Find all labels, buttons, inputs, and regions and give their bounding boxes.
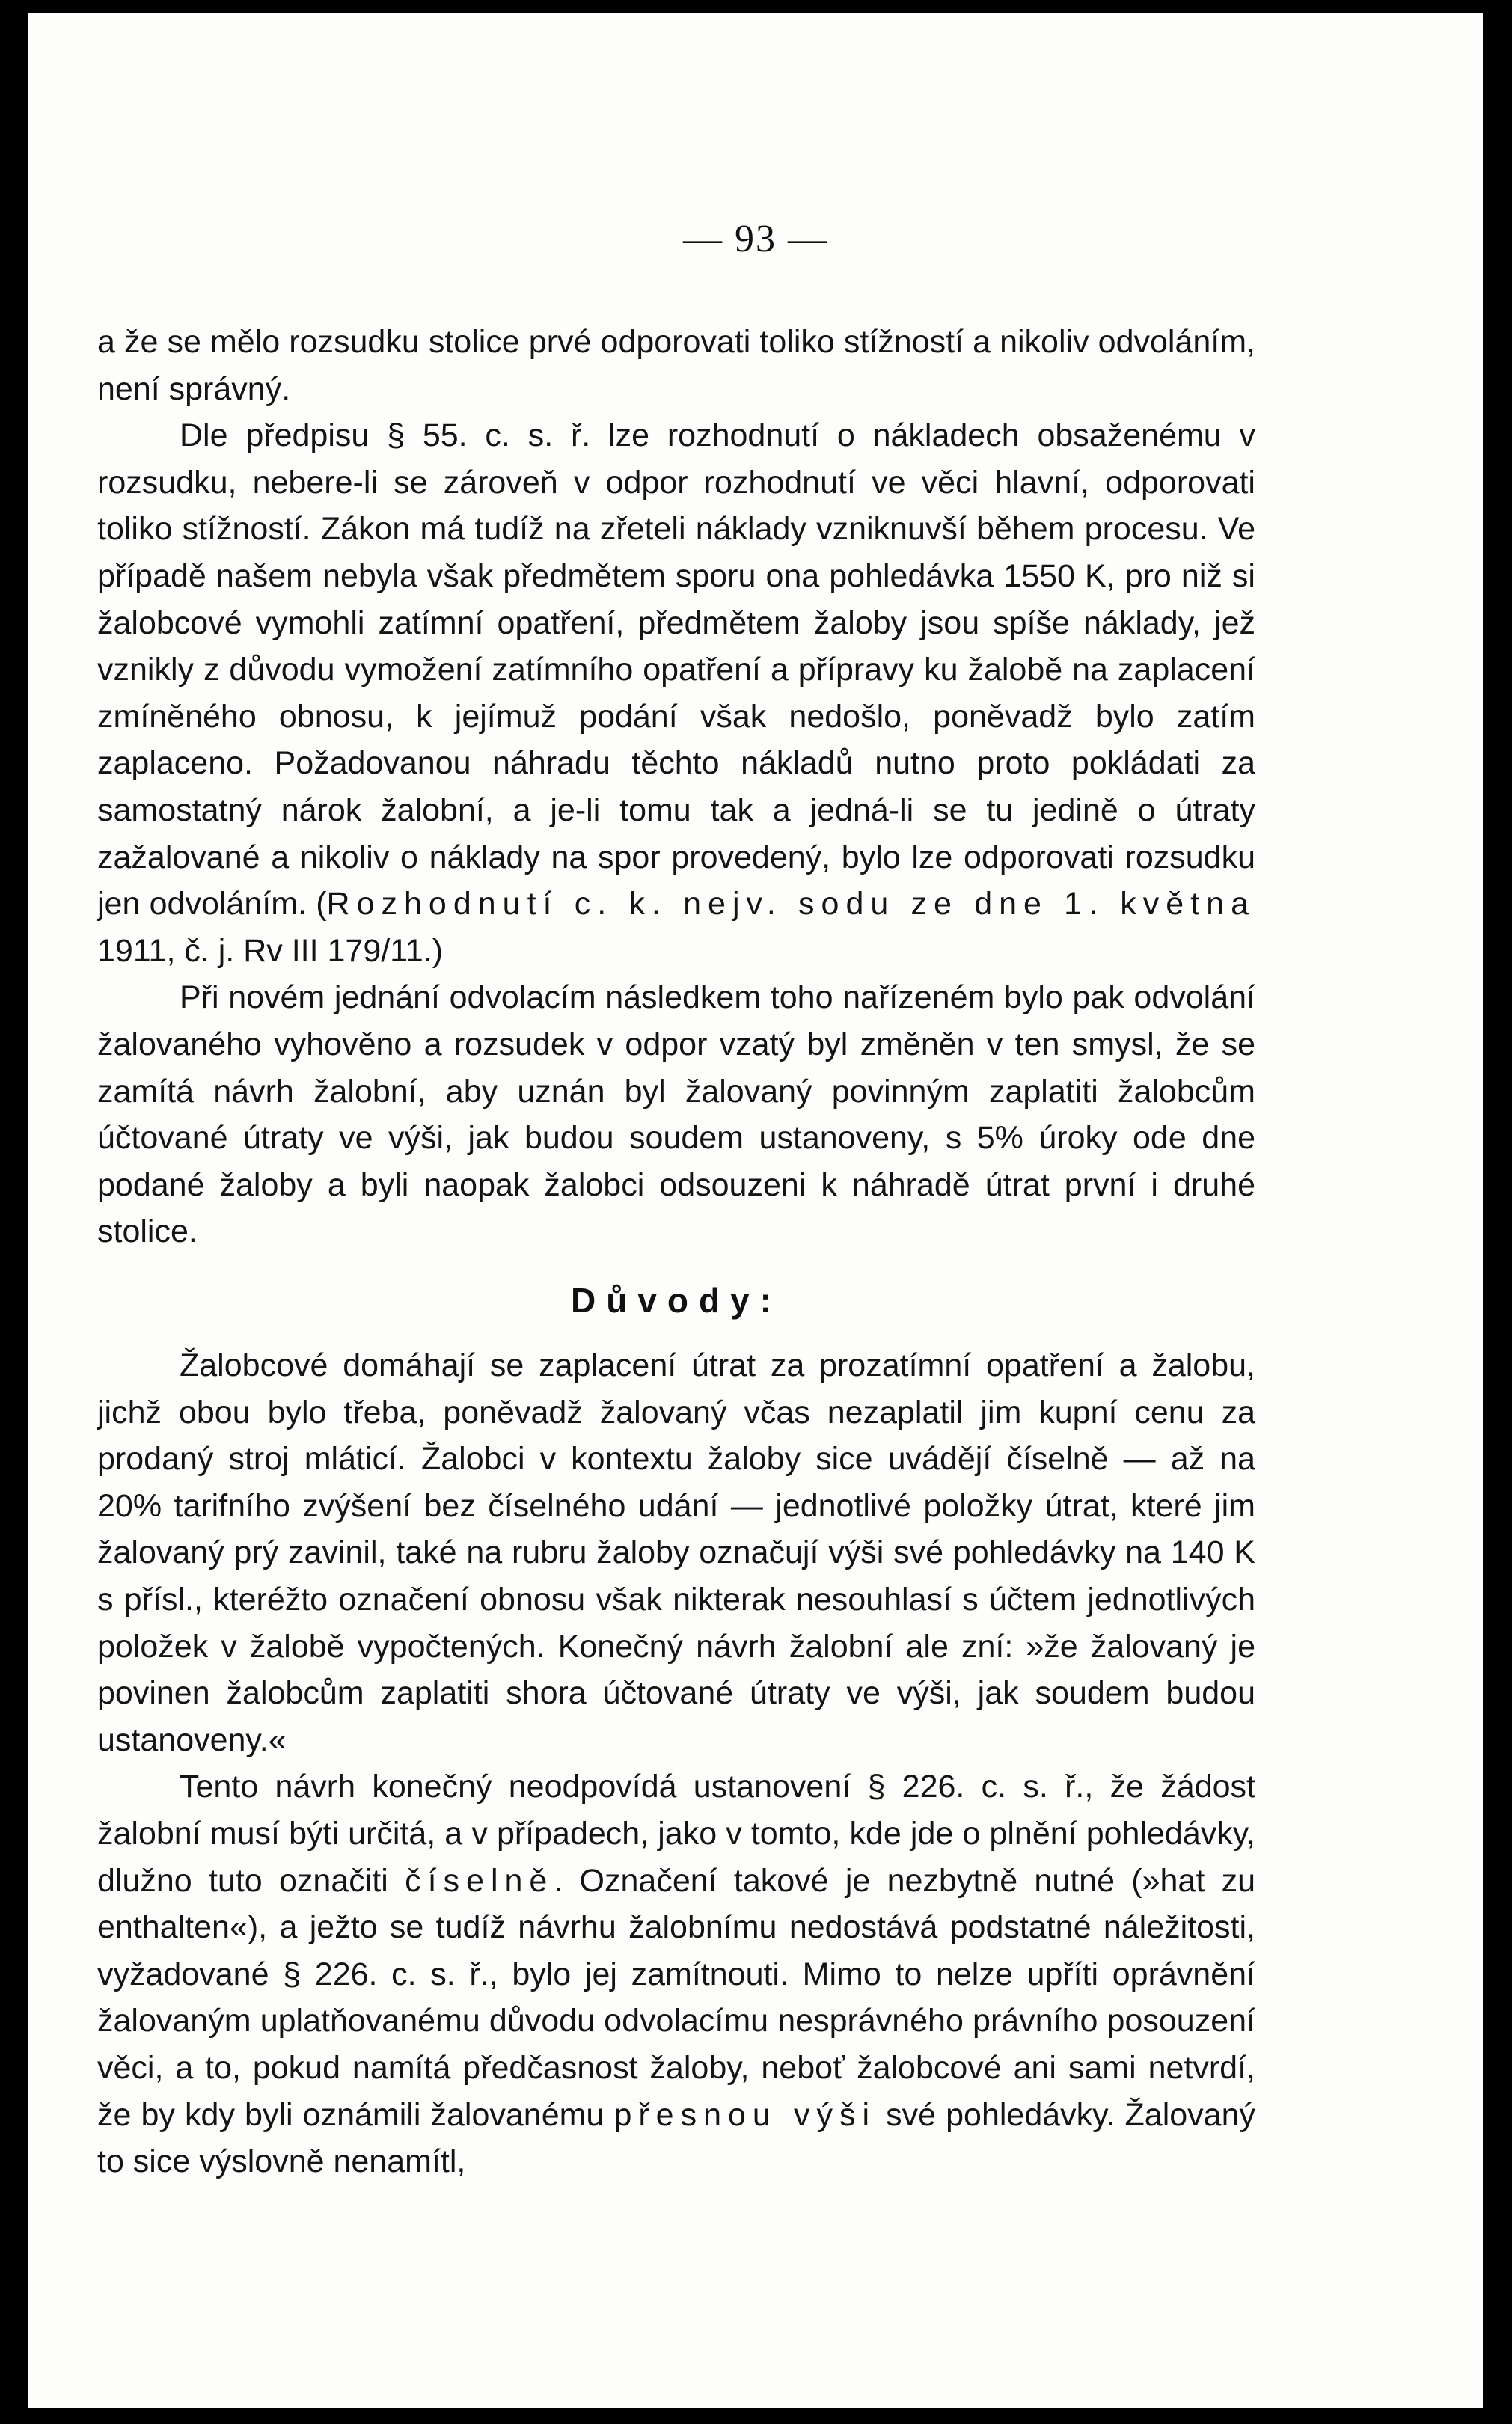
paragraph-appeal: Při novém jednání odvolacím následkem toho nařízeném bylo pak odvolání žalovaného vyhověno a rozsudek v odpor vzatý byl změněn v ten smysl, že se zamítá návrh žalobní, aby uznán byl žalovaný povinným zaplatiti žalobcům účtované útraty ve výši, jak budou soudem ustanoveny, s 5% úroky ode dne podané žaloby a byli naopak žalobci odsouzeni k náhradě útrat první i druhé stolice.	[97, 979, 1255, 1250]
emphasis-presnou-vysi: přesnou výši	[613, 2096, 876, 2133]
citation-tail: 1911, č. j. Rv III 179/11.)	[97, 932, 444, 969]
page-number: — 93 —	[683, 218, 828, 260]
reasoning-text-c: své pohledávky. Žalovaný to sice výslovně nenamítl,	[97, 2096, 1255, 2180]
paragraph-continuation: a že se mělo rozsudku stolice prvé odporovati toliko stížností a nikoliv odvoláním, není správný.	[97, 324, 1255, 407]
reasoning-text-a: Tento návrh konečný neodpovídá ustanovení § 226. c. s. ř., že žádost žalobní musí býti určitá, a v případech, jako v tomto, kde jde o plnění pohledávky, dlužno tuto označiti	[97, 1769, 1255, 1899]
reasoning-text-b: . Označení takové je nezbytně nutné (»hat zu enthalten«), a ježto se tudíž návrhu žalobnímu nedostává podstatné náležitosti, vyžadované § 226. c. s. ř., bylo jej zamítnouti. Mimo to nelze upříti oprávnění žalovaným uplatňovanému důvodu odvolacímu nesprávného právního posouzení věci, a to, pokud namítá předčasnost žaloby, neboť žalobcové ani sami netvrdí, že by kdy byli oznámili žalovanému	[97, 1862, 1255, 2133]
emphasis-ciselne: číselně	[405, 1862, 554, 1899]
paragraph-claim: Žalobcové domáhají se zaplacení útrat za prozatímní opatření a žalobu, jichž obou bylo třeba, poněvadž žalovaný včas nezaplatil jim kupní cenu za prodaný stroj mláticí. Žalobci v kontextu žaloby sice uvádějí číselně — až na 20% tarifního zvýšení bez číselného udání — jednotlivé položky útrat, které jim žalovaný prý zavinil, také na rubru žaloby označují výši své pohledávky na 140 K s přísl., kteréžto označení obnosu však nikterak nesouhlasí s účtem jednotlivých položek v žalobě vypočtených. Konečný návrh žalobní ale zní: »že žalovaný je povinen žalobcům zaplatiti shora účtované útraty ve výši, jak soudem budou ustanoveny.«	[97, 1347, 1255, 1758]
paragraph-decision-text: Dle předpisu § 55. c. s. ř. lze rozhodnutí o nákladech obsaženému v rozsudku, nebere-li se zároveň v odpor rozhodnutí ve věci hlavní, odporovati toliko stížností. Zákon má tudíž na zřeteli náklady vzniknuvší během procesu. Ve případě našem nebyla však předmětem sporu ona pohledávka 1550 K, pro niž si žalobcové vymohli zatímní opatření, předmětem žaloby jsou spíše náklady, jež vznikly z důvodu vymožení zatímního opatření a přípravy ku žalobě na zaplacení zmíněného obnosu, k jejímuž podání však nedošlo, poněvadž bylo zatím zaplaceno. Požadovanou náhradu těchto nákladů nutno proto pokládati za samostatný nárok žalobní, a je-li tomu tak a jedná-li se tu jedině o útraty zažalované a nikoliv o náklady na spor provedený, bylo lze odporovati rozsudku jen odvoláním. (	[97, 417, 1255, 922]
text-section-two	[97, 1342, 1255, 2185]
paragraph-decision	[97, 412, 1255, 974]
section-heading: Důvody:	[571, 1281, 782, 1320]
citation-spaced: Rozhodnutí c. k. nejv. sodu ze dne 1. května	[326, 886, 1255, 922]
text-section-one	[97, 319, 1255, 1255]
paragraph-reasoning	[97, 1763, 1255, 2185]
book-page	[28, 13, 1483, 2408]
